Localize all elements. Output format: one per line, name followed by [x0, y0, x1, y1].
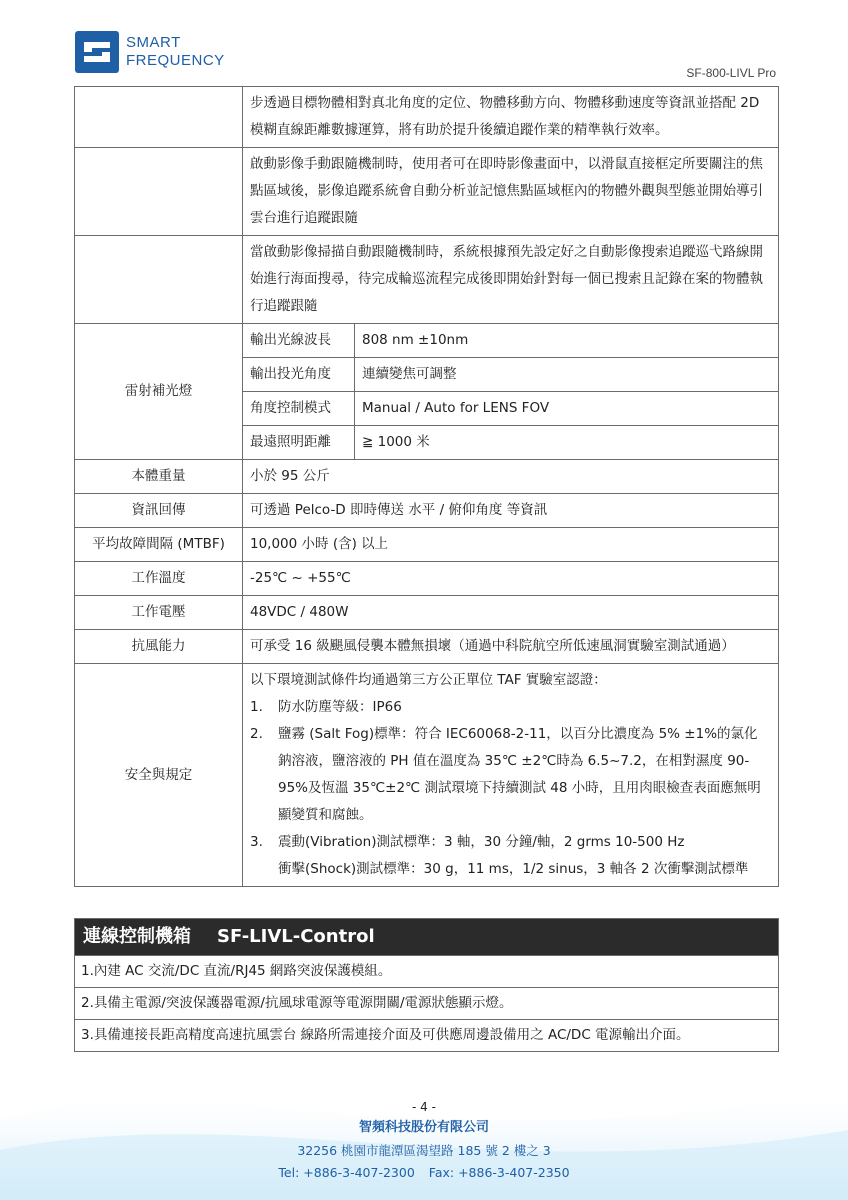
model-number: SF-800-LIVL Pro: [686, 66, 776, 80]
list-number: 1.: [250, 699, 263, 715]
voltage-label: 工作電壓: [75, 596, 243, 630]
laser-key-2: 輸出投光角度: [243, 358, 355, 392]
wind-value: 可承受 16 級颶風侵襲本體無損壞（通過中科院航空所低速風洞實驗室測試通過）: [243, 630, 779, 664]
safety-intro: 以下環境測試條件均通過第三方公正單位 TAF 實驗室認證：: [250, 672, 607, 688]
table-row: [75, 630, 779, 664]
control-row-3: 3.具備連接長距高精度高速抗風雲台 線路所需連接介面及可供應周邊設備用之 AC/DC 電源輸出介面。: [75, 1020, 779, 1052]
laser-value-4: ≧ 1000 米: [355, 426, 779, 460]
logo-text: [126, 34, 225, 70]
laser-key-4: 最遠照明距離: [243, 426, 355, 460]
list-item: [250, 721, 771, 829]
table-row: [75, 494, 779, 528]
list-text: 鹽霧 (Salt Fog)標準：符合 IEC60068-2-11，以百分比濃度為 5% ±1%的氯化鈉溶液，鹽溶液的 PH 值在溫度為 35℃ ±2℃時為 6.5~7.2，在相對濕度 90-95%及恆溫 35℃±2℃ 測試環境下持續測試 48 小時，且用肉眼檢查表面應無明顯變質和腐蝕。: [278, 726, 761, 823]
table-row: [75, 956, 779, 988]
company-name: 智頻科技股份有限公司: [358, 1120, 489, 1135]
list-text-2: 衝擊(Shock)測試標準：30 g，11 ms，1/2 sinus，3 軸各 2 次衝擊測試標準: [278, 861, 749, 877]
laser-value-2: 連續變焦可調整: [355, 358, 779, 392]
table-row: [75, 324, 779, 358]
company-address: 32256 桃園市龍潭區渴望路 185 號 2 樓之 3: [297, 1143, 551, 1158]
mtbf-value: 10,000 小時 (含) 以上: [243, 528, 779, 562]
list-text: 震動(Vibration)測試標準：3 軸，30 分鐘/軸，2 grms 10-500 Hz: [278, 834, 685, 850]
table-row: [75, 919, 779, 956]
control-row-2: 2.具備主電源/突波保護器電源/抗風球電源等電源開關/電源狀態顯示燈。: [75, 988, 779, 1020]
laser-value-3: Manual / Auto for LENS FOV: [355, 392, 779, 426]
company-logo: [74, 30, 244, 78]
list-item: [250, 829, 771, 883]
mtbf-label: 平均故障間隔 (MTBF): [75, 528, 243, 562]
section-header: [75, 919, 779, 956]
temp-value: -25℃ ~ +55℃: [243, 562, 779, 596]
safety-list: [250, 694, 771, 883]
wind-label: 抗風能力: [75, 630, 243, 664]
weight-label: 本體重量: [75, 460, 243, 494]
feedback-label: 資訊回傳: [75, 494, 243, 528]
table-row: [75, 596, 779, 630]
laser-value-1: 808 nm ±10nm: [355, 324, 779, 358]
company-tel: Tel: +886-3-407-2300: [278, 1165, 415, 1180]
tracking-text-1: 步透過目標物體相對真北角度的定位、物體移動方向、物體移動速度等資訊並搭配 2D 模糊直線距離數據運算，將有助於提升後續追蹤作業的精準執行效率。: [243, 87, 779, 148]
feedback-value: 可透過 Pelco-D 即時傳送 水平 / 俯仰角度 等資訊: [243, 494, 779, 528]
company-fax: Fax: +886-3-407-2350: [428, 1165, 570, 1180]
logo-line-2: FREQUENCY: [126, 52, 225, 69]
list-number: 2.: [250, 726, 263, 742]
tracking-text-3: 當啟動影像掃描自動跟隨機制時，系統根據預先設定好之自動影像搜索追蹤巡弋路線開始進行海面搜尋，待完成輪巡流程完成後即開始針對每一個已搜索且記錄在案的物體執行追蹤跟隨: [243, 236, 779, 324]
temp-label: 工作溫度: [75, 562, 243, 596]
row-label-empty: [75, 148, 243, 236]
voltage-value: 48VDC / 480W: [243, 596, 779, 630]
table-row: [75, 460, 779, 494]
safety-label: 安全與規定: [75, 664, 243, 887]
table-row: [75, 87, 779, 148]
laser-label: 雷射補光燈: [75, 324, 243, 460]
spec-table: [74, 86, 779, 887]
section-model: SF-LIVL-Control: [217, 926, 375, 947]
control-row-1: 1.內建 AC 交流/DC 直流/RJ45 網路突波保護模組。: [75, 956, 779, 988]
tracking-text-2: 啟動影像手動跟隨機制時，使用者可在即時影像畫面中，以滑鼠直接框定所要關注的焦點區域後，影像追蹤系統會自動分析並記憶焦點區域框內的物體外觀與型態並開始導引雲台進行追蹤跟隨: [243, 148, 779, 236]
weight-value: 小於 95 公斤: [243, 460, 779, 494]
table-row: [75, 236, 779, 324]
table-row: [75, 664, 779, 887]
page-number: - 4 -: [412, 1100, 436, 1114]
company-contact: [0, 1165, 848, 1180]
laser-key-1: 輸出光線波長: [243, 324, 355, 358]
table-row: [75, 562, 779, 596]
row-label-empty: [75, 236, 243, 324]
list-item: [250, 694, 771, 721]
section-title: 連線控制機箱: [83, 926, 191, 947]
table-row: [75, 148, 779, 236]
logo-line-1: SMART: [126, 34, 181, 51]
logo-mark-icon: [74, 30, 120, 74]
laser-key-3: 角度控制模式: [243, 392, 355, 426]
table-row: [75, 528, 779, 562]
page-footer: [0, 1100, 848, 1180]
list-text: 防水防塵等級：IP66: [278, 699, 402, 715]
safety-content: [243, 664, 779, 887]
row-label-empty: [75, 87, 243, 148]
list-number: 3.: [250, 834, 263, 850]
